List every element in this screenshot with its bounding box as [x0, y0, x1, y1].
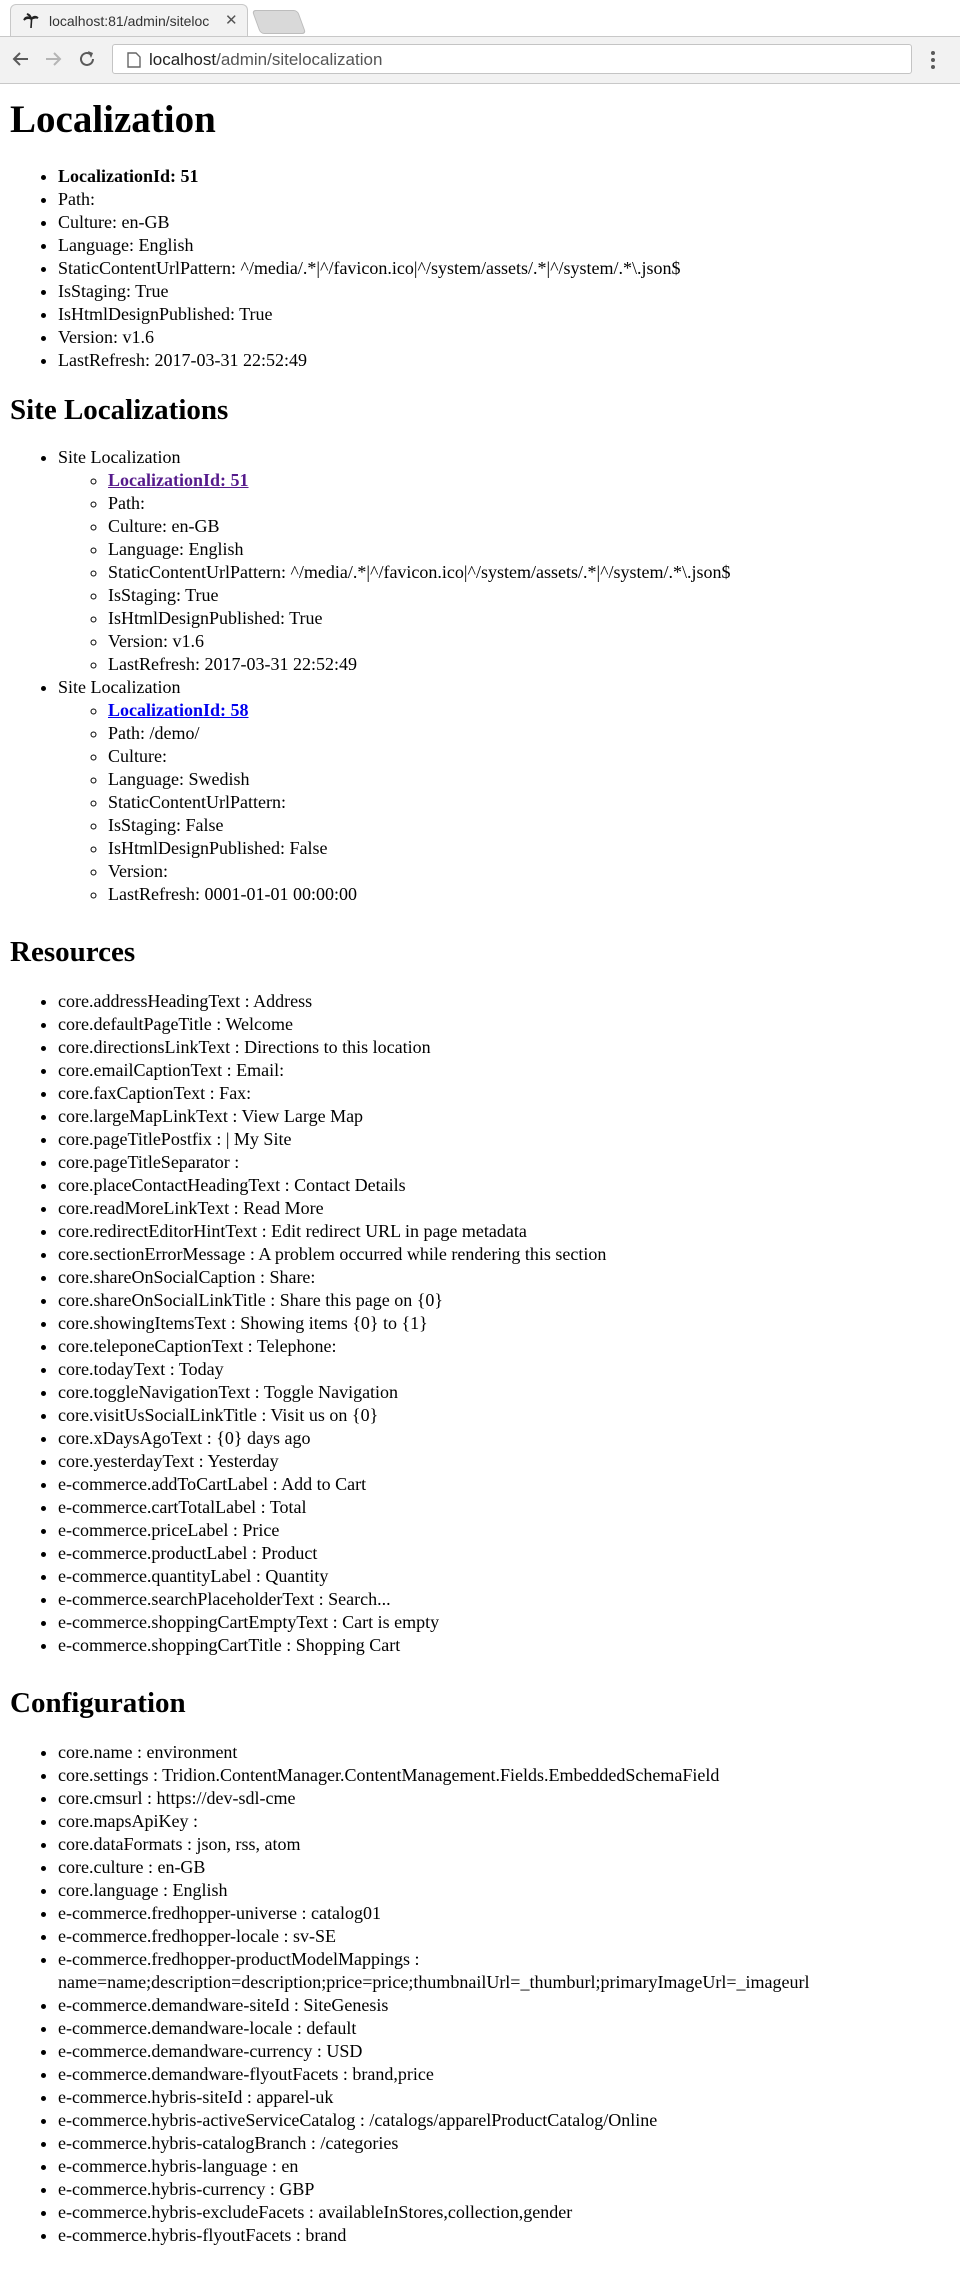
config-item: • e-commerce.demandware-siteId : SiteGenesis	[58, 1994, 960, 2017]
localization-item: • LocalizationId: 51	[58, 165, 960, 188]
config-item: • e-commerce.demandware-flyoutFacets : brand,price	[58, 2063, 960, 2086]
browser-toolbar	[0, 36, 960, 83]
tab-strip	[0, 0, 960, 36]
resource-item: • core.yesterdayText : Yesterday	[58, 1450, 960, 1473]
config-item: • e-commerce.hybris-flyoutFacets : brand	[58, 2224, 960, 2247]
config-item: • core.settings : Tridion.ContentManager.ContentManagement.Fields.EmbeddedSchemaField	[58, 1764, 960, 1787]
resource-item: • e-commerce.quantityLabel : Quantity	[58, 1565, 960, 1588]
localization-link-58[interactable]: LocalizationId: 58	[108, 700, 249, 720]
browser-chrome	[0, 0, 960, 84]
url-text	[149, 50, 382, 70]
page-content	[0, 83, 960, 2247]
localization-list	[0, 165, 960, 372]
config-item: • e-commerce.fredhopper-locale : sv-SE	[58, 1925, 960, 1948]
resource-item: • e-commerce.shoppingCartEmptyText : Cart is empty	[58, 1611, 960, 1634]
site-localization-entry	[58, 676, 960, 906]
resource-item: • e-commerce.searchPlaceholderText : Search...	[58, 1588, 960, 1611]
resource-item: • core.directionsLinkText : Directions to this location	[58, 1036, 960, 1059]
config-item: • core.cmsurl : https://dev-sdl-cme	[58, 1787, 960, 1810]
resource-item: • core.shareOnSocialLinkTitle : Share this page on {0}	[58, 1289, 960, 1312]
site-localization-item: ◦ IsHtmlDesignPublished: True	[108, 607, 960, 630]
resource-item: • e-commerce.priceLabel : Price	[58, 1519, 960, 1542]
new-tab-button[interactable]	[252, 10, 307, 34]
site-localization-label: Site Localization	[58, 447, 181, 467]
config-item: • e-commerce.demandware-currency : USD	[58, 2040, 960, 2063]
localization-item: • IsHtmlDesignPublished: True	[58, 303, 960, 326]
site-localization-item: ◦ Path: /demo/	[108, 722, 960, 745]
forward-arrow-icon[interactable]	[42, 48, 64, 70]
resource-item: • core.pageTitleSeparator :	[58, 1151, 960, 1174]
tab-close-icon[interactable]: ✕	[225, 12, 238, 29]
address-bar[interactable]	[112, 44, 912, 74]
site-localizations-heading: Site Localizations	[10, 394, 229, 426]
palm-tree-favicon-icon	[23, 13, 39, 29]
localization-item: • LastRefresh: 2017-03-31 22:52:49	[58, 349, 960, 372]
resource-item: • core.todayText : Today	[58, 1358, 960, 1381]
site-localization-item: ◦ Path:	[108, 492, 960, 515]
localization-item: • Path:	[58, 188, 960, 211]
back-arrow-icon[interactable]	[10, 48, 32, 70]
resource-item: • e-commerce.addToCartLabel : Add to Cart	[58, 1473, 960, 1496]
resources-heading: Resources	[10, 936, 136, 968]
site-localization-item: ◦ Version: v1.6	[108, 630, 960, 653]
site-localization-item: ◦ IsStaging: False	[108, 814, 960, 837]
page-icon	[127, 52, 141, 68]
resource-item: • core.toggleNavigationText : Toggle Navigation	[58, 1381, 960, 1404]
site-localization-details	[58, 469, 960, 676]
config-item: • e-commerce.hybris-activeServiceCatalog : /catalogs/apparelProductCatalog/Online	[58, 2109, 960, 2132]
resource-item: • core.showingItemsText : Showing items {0} to {1}	[58, 1312, 960, 1335]
resources-list	[0, 990, 960, 1657]
resource-item: • core.shareOnSocialCaption : Share:	[58, 1266, 960, 1289]
site-localization-item: ◦ Language: English	[108, 538, 960, 561]
resource-item: • core.visitUsSocialLinkTitle : Visit us on {0}	[58, 1404, 960, 1427]
config-item: • e-commerce.hybris-currency : GBP	[58, 2178, 960, 2201]
localization-item: • Language: English	[58, 234, 960, 257]
url-host: localhost	[149, 50, 217, 69]
config-item-key: e-commerce.fredhopper-productModelMappings :	[58, 1949, 420, 1969]
resource-item: • core.teleponeCaptionText : Telephone:	[58, 1335, 960, 1358]
config-item: • e-commerce.hybris-siteId : apparel-uk	[58, 2086, 960, 2109]
site-localization-item: ◦ IsStaging: True	[108, 584, 960, 607]
resource-item: • core.addressHeadingText : Address	[58, 990, 960, 1013]
resource-item: • core.largeMapLinkText : View Large Map	[58, 1105, 960, 1128]
localization-item: • IsStaging: True	[58, 280, 960, 303]
site-localization-link-item	[108, 469, 960, 492]
site-localization-entry	[58, 446, 960, 676]
resource-item: • core.redirectEditorHintText : Edit redirect URL in page metadata	[58, 1220, 960, 1243]
resource-item: • core.emailCaptionText : Email:	[58, 1059, 960, 1082]
resource-item: • e-commerce.cartTotalLabel : Total	[58, 1496, 960, 1519]
resource-item: • e-commerce.productLabel : Product	[58, 1542, 960, 1565]
configuration-heading: Configuration	[10, 1687, 186, 1719]
browser-tab[interactable]	[10, 4, 248, 36]
resource-item: • e-commerce.shoppingCartTitle : Shopping Cart	[58, 1634, 960, 1657]
browser-menu-icon[interactable]	[926, 48, 940, 72]
config-item-value: name=name;description=description;price=price;thumbnailUrl=_thumburl;primaryImageUrl=_imageurl	[58, 1972, 810, 1992]
resource-item: • core.placeContactHeadingText : Contact Details	[58, 1174, 960, 1197]
resource-item: • core.faxCaptionText : Fax:	[58, 1082, 960, 1105]
reload-icon[interactable]	[76, 48, 98, 70]
resource-item: • core.readMoreLinkText : Read More	[58, 1197, 960, 1220]
configuration-list	[0, 1741, 960, 2247]
localization-item: • Culture: en-GB	[58, 211, 960, 234]
config-item: • e-commerce.fredhopper-universe : catalog01	[58, 1902, 960, 1925]
site-localization-item: ◦ IsHtmlDesignPublished: False	[108, 837, 960, 860]
config-item: • core.culture : en-GB	[58, 1856, 960, 1879]
site-localization-item: ◦ StaticContentUrlPattern:	[108, 791, 960, 814]
site-localization-item: ◦ Culture: en-GB	[108, 515, 960, 538]
site-localization-item: ◦ StaticContentUrlPattern: ^/media/.*|^/favicon.ico|^/system/assets/.*|^/system/.*\.json$	[108, 561, 960, 584]
resource-item: • core.xDaysAgoText : {0} days ago	[58, 1427, 960, 1450]
resource-item: • core.pageTitlePostfix : | My Site	[58, 1128, 960, 1151]
localization-item: • StaticContentUrlPattern: ^/media/.*|^/favicon.ico|^/system/assets/.*|^/system/.*\.json$	[58, 257, 960, 280]
config-item: • e-commerce.demandware-locale : default	[58, 2017, 960, 2040]
tab-title: localhost:81/admin/siteloc	[49, 13, 210, 29]
config-item: • core.dataFormats : json, rss, atom	[58, 1833, 960, 1856]
config-item: • e-commerce.hybris-excludeFacets : availableInStores,collection,gender	[58, 2201, 960, 2224]
site-localization-item: ◦ Language: Swedish	[108, 768, 960, 791]
site-localization-item: ◦ LastRefresh: 2017-03-31 22:52:49	[108, 653, 960, 676]
site-localization-details	[58, 699, 960, 906]
config-item: • core.name : environment	[58, 1741, 960, 1764]
resource-item: • core.defaultPageTitle : Welcome	[58, 1013, 960, 1036]
config-item	[58, 1948, 960, 1994]
config-item: • e-commerce.hybris-catalogBranch : /categories	[58, 2132, 960, 2155]
url-path: /admin/sitelocalization	[216, 50, 383, 69]
config-item: • core.mapsApiKey :	[58, 1810, 960, 1833]
resource-item: • core.sectionErrorMessage : A problem occurred while rendering this section	[58, 1243, 960, 1266]
localization-item: • Version: v1.6	[58, 326, 960, 349]
localization-heading: Localization	[10, 98, 216, 141]
localization-link-51[interactable]: LocalizationId: 51	[108, 470, 249, 490]
site-localizations-list	[0, 446, 960, 906]
site-localization-item: ◦ Culture:	[108, 745, 960, 768]
site-localization-item: ◦ LastRefresh: 0001-01-01 00:00:00	[108, 883, 960, 906]
site-localization-label: Site Localization	[58, 677, 181, 697]
site-localization-link-item	[108, 699, 960, 722]
config-item: • e-commerce.hybris-language : en	[58, 2155, 960, 2178]
config-item: • core.language : English	[58, 1879, 960, 1902]
site-localization-item: ◦ Version:	[108, 860, 960, 883]
